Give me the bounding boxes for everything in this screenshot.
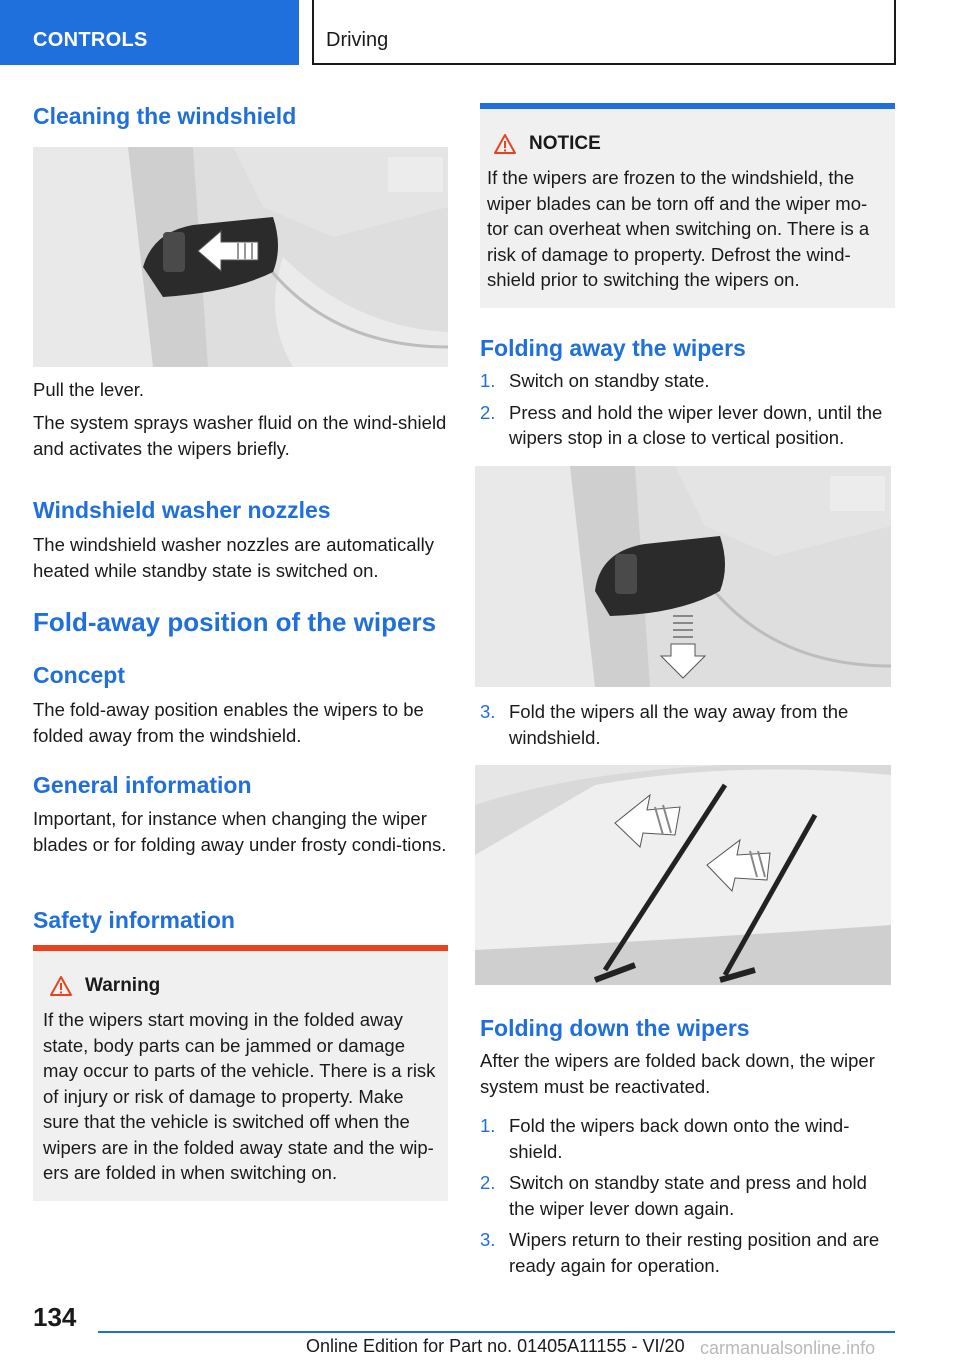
notice-box — [480, 103, 895, 308]
list-item — [480, 400, 895, 451]
pull-lever-text: Pull the lever. — [33, 379, 145, 400]
step-text: Fold the wipers all the way away from the windshield. — [509, 701, 849, 748]
step-text: Fold the wipers back down onto the wind-shield. — [509, 1115, 850, 1162]
chapter-label: CONTROLS — [33, 29, 148, 51]
warning-header — [43, 975, 440, 997]
nozzles-title: Windshield washer nozzles — [33, 497, 331, 523]
safety-title: Safety information — [33, 907, 235, 933]
warning-triangle-icon — [49, 975, 73, 997]
away-steps-list-b — [480, 699, 895, 750]
notice-text: If the wipers are frozen to the windshield, the wiper blades can be torn off and the wiper mo-tor can overheat when switching on. There is a risk of damage to property. Defrost the wind-shield prior to switching the wipers on. — [487, 167, 870, 290]
warning-triangle-icon — [493, 133, 517, 155]
folding-down-text: After the wipers are folded back down, the wiper system must be reactivated. — [480, 1050, 875, 1097]
step-number: 3. — [480, 701, 496, 722]
warning-text: If the wipers start moving in the folded away state, body parts can be jammed or damage may occur to parts of the vehicle. There is a risk of injury or risk of damage to property. Make sure that the vehicle is switched off when the wipers are in the folded away state and the wip-ers are folded in when switching on. — [43, 1009, 436, 1183]
section-header — [312, 0, 896, 65]
step-text: Wipers return to their resting position and are ready again for operation. — [509, 1229, 880, 1276]
footer-divider — [98, 1331, 895, 1333]
foldaway-title: Fold-away position of the wipers — [33, 607, 437, 637]
warning-title: Warning — [85, 975, 161, 996]
nozzles-text: The windshield washer nozzles are automatically heated while standby state is switched on. — [33, 534, 435, 581]
step-number: 2. — [480, 401, 496, 423]
list-item — [480, 1227, 895, 1278]
step-text: Switch on standby state and press and hold the wiper lever down again. — [509, 1172, 867, 1219]
wipers-folded-illustration — [475, 765, 891, 985]
lever-pull-image — [33, 147, 448, 367]
step-number: 3. — [480, 1229, 496, 1250]
general-text: Important, for instance when changing the wiper blades or for folding away under frosty condi-tions. — [33, 808, 447, 855]
away-steps-list-a — [480, 368, 895, 451]
step-number: 2. — [480, 1172, 496, 1193]
list-item — [480, 699, 895, 750]
list-item — [480, 1113, 895, 1164]
cleaning-title: Cleaning the windshield — [33, 103, 297, 129]
notice-header — [487, 133, 887, 155]
sprays-text: The system sprays washer fluid on the wind-shield and activates the wipers briefly. — [33, 412, 447, 459]
section-label: Driving — [326, 29, 389, 51]
down-steps-list — [480, 1113, 895, 1278]
step-text: Press and hold the wiper lever down, until the wipers stop in a close to vertical position. — [509, 401, 883, 448]
wipers-folded-image — [475, 765, 891, 985]
footer-edition: Online Edition for Part no. 01405A11155 - VI/20 — [306, 1336, 685, 1356]
lever-down-image — [475, 466, 891, 687]
lever-down-illustration — [475, 466, 891, 687]
concept-title: Concept — [33, 662, 125, 688]
list-item — [480, 1170, 895, 1221]
concept-text: The fold-away position enables the wipers to be folded away from the windshield. — [33, 699, 424, 746]
step-number: 1. — [480, 370, 496, 391]
list-item — [480, 368, 895, 394]
notice-title: NOTICE — [529, 133, 601, 154]
watermark: carmanualsonline.info — [700, 1338, 876, 1358]
folding-down-title: Folding down the wipers — [480, 1015, 750, 1041]
warning-box — [33, 945, 448, 1201]
step-number: 1. — [480, 1115, 496, 1136]
lever-pull-illustration — [33, 147, 448, 367]
folding-away-title: Folding away the wipers — [480, 335, 746, 361]
general-title: General information — [33, 772, 252, 798]
step-text: Switch on standby state. — [509, 370, 710, 391]
chapter-tab — [0, 0, 299, 65]
page-number: 134 — [33, 1302, 77, 1332]
